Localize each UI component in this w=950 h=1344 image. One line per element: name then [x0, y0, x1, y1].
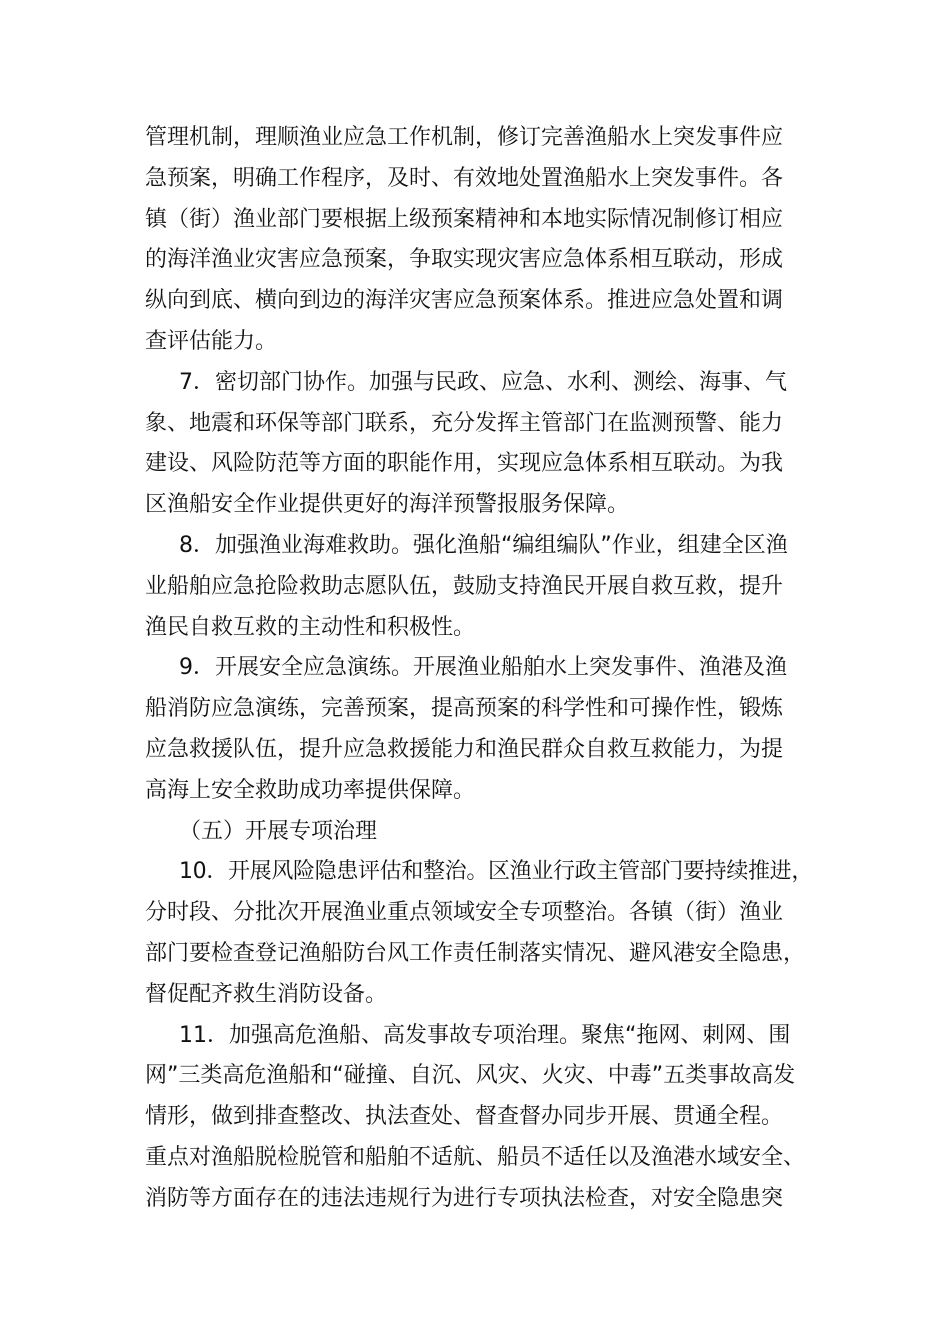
text-line: 督促配齐救生消防设备。	[145, 981, 388, 1007]
text-line: 渔民自救互救的主动性和积极性。	[145, 614, 476, 640]
text-line: 查评估能力。	[145, 328, 278, 354]
text-line: 重点对渔船脱检脱管和船舶不适航、船员不适任以及渔港水域安全、	[145, 1144, 806, 1170]
text-line: 船消防应急演练，完善预案，提高预案的科学性和可操作性，锻炼	[145, 696, 784, 722]
text-line: 网”三类高危渔船和“碰撞、自沉、风灾、火灾、中毒”五类事故高发	[145, 1063, 796, 1089]
text-line: 高海上安全救助成功率提供保障。	[145, 777, 476, 803]
text-line: 镇（街）渔业部门要根据上级预案精神和本地实际情况制修订相应	[145, 206, 784, 232]
text-line: 管理机制，理顺渔业应急工作机制，修订完善渔船水上突发事件应	[145, 125, 784, 150]
text-line: 象、地震和环保等部门联系，充分发挥主管部门在监测预警、能力	[145, 410, 784, 436]
text-line: （五）开展专项治理	[179, 818, 378, 844]
text-line: 区渔船安全作业提供更好的海洋预警报服务保障。	[145, 492, 630, 518]
document-body	[145, 118, 813, 1220]
text-line: 部门要检查登记渔船防台风工作责任制落实情况、避风港安全隐患，	[145, 940, 806, 966]
text-line: 建设、风险防范等方面的职能作用，实现应急体系相互联动。为我	[145, 451, 784, 477]
text-line: 纵向到底、横向到边的海洋灾害应急预案体系。推进应急处置和调	[145, 288, 784, 314]
text-line: 的海洋渔业灾害应急预案，争取实现灾害应急体系相互联动，形成	[145, 247, 784, 273]
text-line: 急预案，明确工作程序，及时、有效地处置渔船水上突发事件。各	[145, 165, 784, 191]
text-line: 10．开展风险隐患评估和整治。区渔业行政主管部门要持续推进，	[179, 859, 813, 885]
text-line: 业船舶应急抢险救助志愿队伍，鼓励支持渔民开展自救互救，提升	[145, 573, 784, 599]
text-line: 11．加强高危渔船、高发事故专项治理。聚焦“拖网、刺网、围	[179, 1022, 791, 1048]
text-line: 消防等方面存在的违法违规行为进行专项执法检查，对安全隐患突	[145, 1185, 784, 1211]
text-line: 分时段、分批次开展渔业重点领域安全专项整治。各镇（街）渔业	[145, 900, 784, 926]
text-line: 应急救援队伍，提升应急救援能力和渔民群众自救互救能力，为提	[145, 736, 784, 762]
text-line: 9．开展安全应急演练。开展渔业船舶水上突发事件、渔港及渔	[179, 655, 787, 681]
text-line: 7．密切部门协作。加强与民政、应急、水利、测绘、海事、气	[179, 369, 787, 395]
text-line: 8．加强渔业海难救助。强化渔船“编组编队”作业，组建全区渔	[179, 532, 788, 558]
text-line: 情形，做到排查整改、执法查处、督查督办同步开展、贯通全程。	[145, 1104, 784, 1130]
